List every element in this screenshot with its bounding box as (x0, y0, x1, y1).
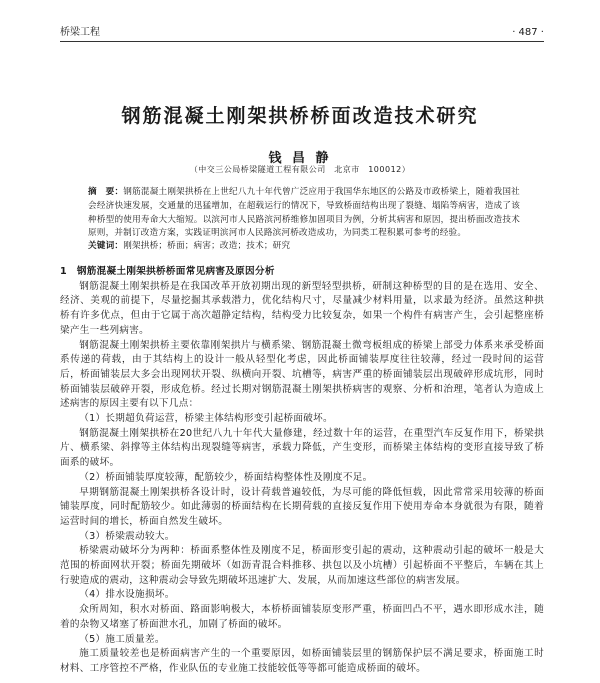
keywords-label: 关键词： (88, 241, 124, 251)
section-heading: 1 钢筋混凝土刚架拱桥桥面常见病害及原因分析 (60, 266, 275, 277)
list-item: （1）长期超负荷运营，桥梁主体结构形变引起桥面破坏。 (79, 413, 333, 425)
page-number: · 487 · (512, 27, 544, 38)
paragraph: 施工质量较差也是桥面病害产生的一个重要原因，如桥面铺装层里的钢筋保护层不满足要求，桥面施工时材料、工序管控不严格，作业队伍的专业施工技能较低等等都可能造成桥面的破坏。 (60, 648, 544, 674)
paragraph: 钢筋混凝土刚架拱桥是在我国改革开放初期出现的新型轻型拱桥，研制这种桥型的目的是在选用、安全、经济、美观的前提下，尽量挖掘其承载潜力，优化结构尺寸，尽量减少材料用量，以求最为经济。虽然这种拱桥有许多优点，但由于它属于高次超静定结构，结构受力比较复杂，如果一个构件有病害产生，会引起整座桥梁产生一些列病害。 (60, 280, 544, 336)
list-item: （5）施工质量差。 (79, 633, 165, 645)
keywords-block (88, 240, 520, 253)
paragraph: 早期钢筋混凝土刚架拱桥各设计时，设计荷载普遍较低，为尽可能的降低恒载，因此常常采用较薄的桥面铺装厚度，同时配筋较少。如此薄弱的桥面结构在长期荷载的直接反复作用下使用寿命本身就很为有限，随着运营时间的增长，桥面自然发生破坏。 (60, 486, 544, 527)
paragraph: 桥梁震动破坏分为两种：桥面系整体性及刚度不足，桥面形变引起的震动，这种震动引起的破坏一般是大范围的桥面网状开裂；桥面先期破坏（如沥青混合料推移、拱包以及小坑槽）引起桥面不平整后，车辆在其上行驶造成的震动，这种震动会导致先期破坏迅速扩大、发展，从而加速这些部位的病害发展。 (60, 545, 544, 586)
abstract-block (88, 186, 520, 241)
keywords-text: 刚架拱桥；桥面；病害；改造；技术；研究 (123, 241, 291, 251)
paragraph: 钢筋混凝土刚架拱桥在20世纪八九十年代大量修建，经过数十年的运营，在重型汽车反复作用下，桥梁拱片、横系梁、斜撑等主体结构出现裂缝等病害，承载力降低，产生变形，而桥梁主体结构的变形直接导致了桥面系的破坏。 (60, 427, 544, 469)
journal-name: 桥梁工程 (60, 27, 100, 38)
paper-title: 钢筋混凝土刚架拱桥桥面改造技术研究 (121, 105, 479, 127)
paragraph: 钢筋混凝土刚架拱桥主要依靠刚架拱片与横系梁、钢筋混凝土微弯板组成的桥梁上部受力体系来承受桥面系传递的荷载，由于其结构上的设计一般从轻型化考虑，因此桥面铺装厚度往往较薄，经过一段时间的运营后，桥面铺装层大多会出现网状开裂、纵横向开裂、坑槽等，病害严重的桥面铺装层出现破碎形成坑形，同时桥面铺装层破碎开裂，形成危桥。经过长期对钢筋混凝土刚架拱桥病害的观察、分析和治理，笔者认为造成上述病害的原因主要有以下几点： (60, 339, 544, 410)
list-item: （2）桥面铺装厚度较薄，配筋较少，桥面结构整体性及刚度不足。 (79, 471, 373, 483)
body-text (60, 265, 544, 677)
running-header (60, 26, 544, 42)
list-item: （3）桥梁震动较大。 (79, 530, 175, 542)
paragraph: 众所周知，积水对桥面、路面影响极大，本桥桥面铺装原变形严重，桥面凹凸不平，遇水即形成水洼，随着的杂物又堵塞了桥面泄水孔，加剧了桥面的破坏。 (60, 604, 544, 630)
abstract-text: 钢筋混凝土刚架拱桥在上世纪八九十年代曾广泛应用于我国华东地区的公路及市政桥梁上，随着我国社会经济快速发展，交通量的迅猛增加，在超载运行的情况下，导致桥面结构出现了裂缝、塌陷等病害，造成了该种桥型的使用寿命大大缩短。以滨河市人民路滨河桥维修加固项目为例，分析其病害和原因，提出桥面改造技术原则，并制订改造方案，实践证明滨河市人民路滨河桥改造成功，为同类工程积累可参考的经验。 (88, 187, 520, 239)
author-name: 钱 昌 静 (268, 151, 332, 166)
author-affiliation: （中交三公局桥梁隧道工程有限公司 北京市 100012） (189, 165, 411, 174)
list-item: （4）排水设施损坏。 (79, 589, 175, 601)
abstract-label: 摘 要： (88, 187, 124, 197)
